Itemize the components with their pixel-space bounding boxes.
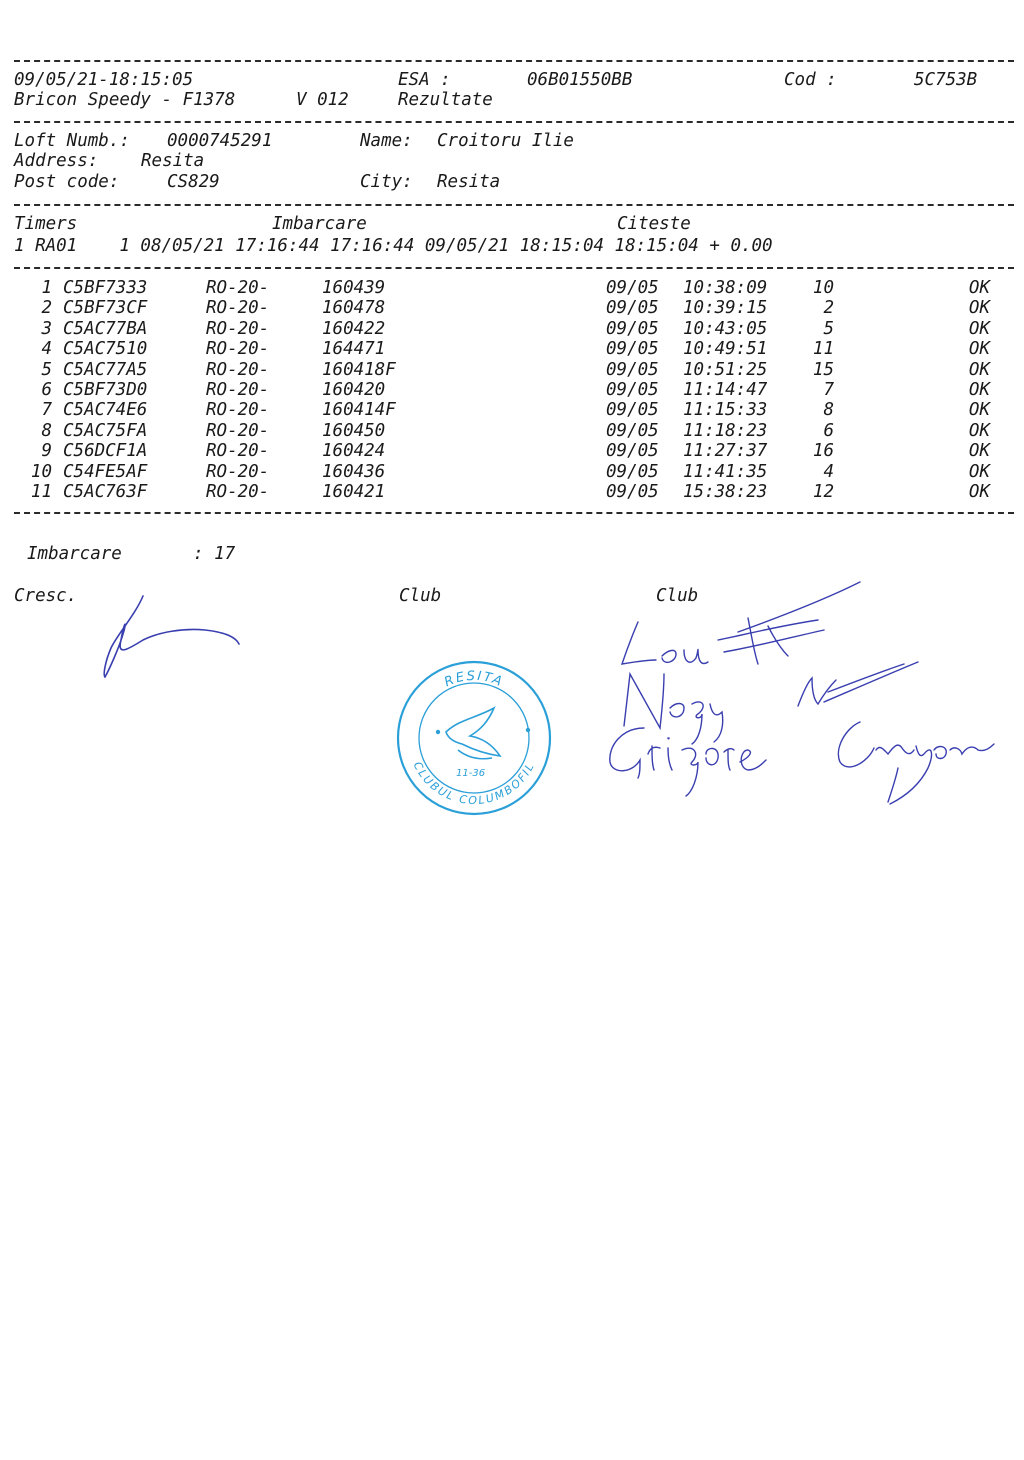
row-date: 09/05 bbox=[606, 298, 659, 319]
loft-label: Loft Numb.: bbox=[14, 131, 130, 151]
row-rank: 11 bbox=[812, 339, 834, 360]
row-status: OK bbox=[968, 298, 990, 319]
row-time: 10:51:25 bbox=[683, 359, 768, 380]
club-stamp bbox=[396, 660, 552, 816]
row-date: 09/05 bbox=[606, 461, 659, 482]
row-chip-id: C54FE5AF bbox=[63, 461, 148, 482]
row-date: 09/05 bbox=[606, 482, 659, 502]
row-chip-id: C56DCF1A bbox=[63, 441, 148, 462]
row-status: OK bbox=[968, 461, 990, 482]
row-chip-id: C5AC77BA bbox=[63, 318, 148, 339]
row-time: 11:27:37 bbox=[683, 441, 768, 462]
fancier-name: Croitoru Ilie bbox=[437, 131, 574, 151]
row-status: OK bbox=[968, 380, 990, 400]
esa-value: 06B01550BB bbox=[527, 70, 633, 90]
row-position: 2 bbox=[41, 298, 52, 319]
row-position: 9 bbox=[41, 441, 52, 462]
stamp-top-text: RESITA bbox=[442, 668, 506, 691]
postcode-label: Post code: bbox=[14, 172, 120, 192]
imbarcare-total-value: : 17 bbox=[193, 544, 236, 564]
row-position: 3 bbox=[41, 318, 52, 339]
row-date: 09/05 bbox=[606, 380, 659, 400]
row-rank: 7 bbox=[823, 380, 834, 400]
address-value: Resita bbox=[141, 151, 205, 171]
row-rank: 5 bbox=[823, 318, 834, 339]
row-ring-prefix: RO-20- bbox=[206, 278, 270, 298]
row-rank: 8 bbox=[823, 400, 834, 421]
dashed-separator bbox=[14, 121, 1014, 123]
row-time: 10:39:15 bbox=[683, 298, 768, 319]
postcode-value: CS829 bbox=[167, 172, 220, 192]
row-ring-prefix: RO-20- bbox=[206, 318, 270, 339]
city-label: City: bbox=[360, 172, 413, 192]
row-ring-number: 160439 bbox=[322, 278, 386, 298]
row-time: 11:18:23 bbox=[683, 420, 768, 441]
version: V 012 bbox=[296, 90, 349, 110]
esa-label: ESA : bbox=[398, 70, 451, 90]
row-status: OK bbox=[968, 482, 990, 502]
row-ring-prefix: RO-20- bbox=[206, 441, 270, 462]
timer-row: 1 RA01 1 08/05/21 17:16:44 17:16:44 09/05/21 18:15:04 18:15:04 + 0.00 bbox=[14, 236, 773, 256]
dashed-separator bbox=[14, 512, 1014, 514]
row-ring-number: 160414F bbox=[322, 400, 396, 421]
row-ring-number: 164471 bbox=[322, 339, 386, 360]
row-chip-id: C5AC77A5 bbox=[63, 359, 148, 380]
address-label: Address: bbox=[14, 151, 99, 171]
row-chip-id: C5AC74E6 bbox=[63, 400, 148, 421]
report-datetime: 09/05/21-18:15:05 bbox=[14, 70, 194, 90]
row-date: 09/05 bbox=[606, 400, 659, 421]
row-rank: 15 bbox=[812, 359, 834, 380]
row-chip-id: C5BF73CF bbox=[63, 298, 148, 319]
dashed-separator bbox=[14, 60, 1014, 62]
row-status: OK bbox=[968, 278, 990, 298]
club-signatures bbox=[598, 578, 1018, 810]
row-ring-number: 160421 bbox=[322, 482, 386, 502]
row-ring-prefix: RO-20- bbox=[206, 461, 270, 482]
row-ring-prefix: RO-20- bbox=[206, 359, 270, 380]
row-position: 7 bbox=[41, 400, 52, 421]
row-rank: 16 bbox=[812, 441, 834, 462]
cod-label: Cod : bbox=[784, 70, 837, 90]
row-chip-id: C5AC763F bbox=[63, 482, 148, 502]
row-date: 09/05 bbox=[606, 318, 659, 339]
row-time: 10:43:05 bbox=[683, 318, 768, 339]
row-position: 10 bbox=[30, 461, 52, 482]
row-time: 11:41:35 bbox=[683, 461, 768, 482]
stamp-code: 11-36 bbox=[456, 768, 486, 779]
row-date: 09/05 bbox=[606, 441, 659, 462]
row-rank: 12 bbox=[812, 482, 834, 502]
row-status: OK bbox=[968, 339, 990, 360]
row-ring-number: 160418F bbox=[322, 359, 396, 380]
row-time: 11:14:47 bbox=[683, 380, 768, 400]
timers-label: Timers bbox=[14, 214, 78, 234]
row-date: 09/05 bbox=[606, 420, 659, 441]
row-ring-prefix: RO-20- bbox=[206, 298, 270, 319]
row-time: 10:49:51 bbox=[683, 339, 768, 360]
cresc-label: Cresc. bbox=[14, 586, 78, 606]
row-ring-prefix: RO-20- bbox=[206, 339, 270, 360]
dashed-separator bbox=[14, 204, 1014, 206]
row-date: 09/05 bbox=[606, 359, 659, 380]
row-status: OK bbox=[968, 318, 990, 339]
row-ring-number: 160450 bbox=[322, 420, 386, 441]
row-time: 10:38:09 bbox=[683, 278, 768, 298]
row-position: 5 bbox=[41, 359, 52, 380]
club-label: Club bbox=[656, 586, 699, 606]
imbarcare-header: Imbarcare bbox=[272, 214, 367, 234]
row-ring-prefix: RO-20- bbox=[206, 482, 270, 502]
row-chip-id: C5AC75FA bbox=[63, 420, 148, 441]
row-ring-number: 160422 bbox=[322, 318, 386, 339]
club-label: Club bbox=[399, 586, 442, 606]
row-rank: 2 bbox=[823, 298, 834, 319]
row-ring-number: 160420 bbox=[322, 380, 386, 400]
name-label: Name: bbox=[360, 131, 413, 151]
row-chip-id: C5BF7333 bbox=[63, 278, 148, 298]
row-date: 09/05 bbox=[606, 339, 659, 360]
stamp-bottom-text: CLUBUL COLUMBOFIL bbox=[410, 759, 538, 808]
row-rank: 6 bbox=[823, 420, 834, 441]
citeste-header: Citeste bbox=[617, 214, 691, 234]
row-ring-number: 160424 bbox=[322, 441, 386, 462]
row-chip-id: C5BF73D0 bbox=[63, 380, 148, 400]
dashed-separator bbox=[14, 267, 1014, 269]
row-position: 6 bbox=[41, 380, 52, 400]
row-time: 11:15:33 bbox=[683, 400, 768, 421]
row-rank: 10 bbox=[812, 278, 834, 298]
row-ring-prefix: RO-20- bbox=[206, 380, 270, 400]
row-chip-id: C5AC7510 bbox=[63, 339, 148, 360]
row-status: OK bbox=[968, 400, 990, 421]
row-ring-prefix: RO-20- bbox=[206, 400, 270, 421]
row-rank: 4 bbox=[823, 461, 834, 482]
row-status: OK bbox=[968, 359, 990, 380]
row-position: 1 bbox=[41, 278, 52, 298]
row-ring-prefix: RO-20- bbox=[206, 420, 270, 441]
city-value: Resita bbox=[437, 172, 501, 192]
row-position: 11 bbox=[30, 482, 52, 502]
report-type: Rezultate bbox=[398, 90, 493, 110]
race-name: Bricon Speedy - F1378 bbox=[14, 90, 236, 110]
row-date: 09/05 bbox=[606, 278, 659, 298]
row-status: OK bbox=[968, 420, 990, 441]
row-time: 15:38:23 bbox=[683, 482, 768, 502]
row-position: 4 bbox=[41, 339, 52, 360]
row-ring-number: 160478 bbox=[322, 298, 386, 319]
breeder-signature bbox=[95, 590, 245, 685]
row-position: 8 bbox=[41, 420, 52, 441]
loft-number: 0000745291 bbox=[167, 131, 273, 151]
row-status: OK bbox=[968, 441, 990, 462]
cod-value: 5C753B bbox=[914, 70, 978, 90]
row-ring-number: 160436 bbox=[322, 461, 386, 482]
imbarcare-total-label: Imbarcare bbox=[27, 544, 122, 564]
